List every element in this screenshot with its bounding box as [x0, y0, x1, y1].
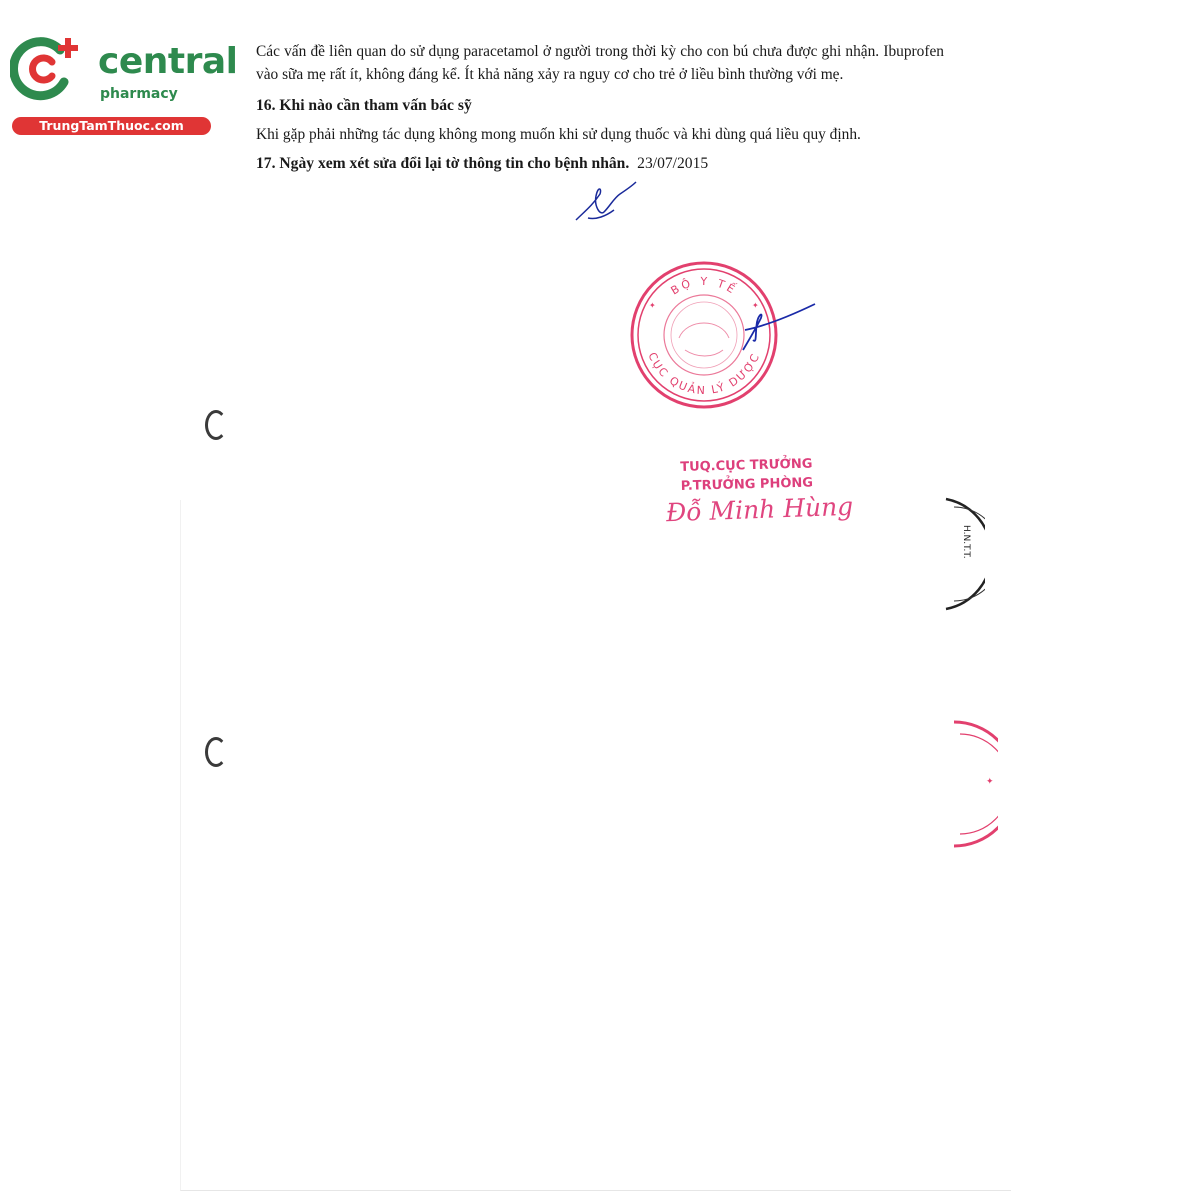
pharmacy-cross-icon: [10, 36, 90, 106]
stamp-bottom-text: CỤC QUẢN LÝ DƯỢC: [645, 350, 763, 398]
edge-stamp-partial: [940, 495, 985, 613]
blue-signature: [735, 300, 820, 360]
punch-hole-upper: [205, 410, 227, 440]
logo-tagline: pharmacy: [100, 86, 178, 102]
section-16-body: Khi gặp phải những tác dụng không mong muốn khi sử dụng thuốc và khi dùng quá liều quy định.: [256, 126, 861, 143]
punch-hole-lower: [205, 737, 227, 767]
signatory-line-1: TUQ.CỤC TRƯỞNG: [680, 456, 813, 475]
initials-signature: [570, 176, 640, 236]
document-body: [256, 40, 944, 175]
logo-url-badge[interactable]: TrungTamThuoc.com: [12, 117, 211, 135]
intro-paragraph: Các vấn đề liên quan do sử dụng paracetamol ở người trong thời kỳ cho con bú chưa được ghi nhận. Ibuprofen vào sữa mẹ rất ít, không đáng kể. Ít khả năng xảy ra nguy cơ cho trẻ ở liều bình thường với mẹ.: [256, 43, 944, 83]
stamp-top-text: BỘ Y TẾ: [668, 274, 740, 298]
svg-text:✦: ✦: [986, 776, 994, 786]
svg-text:✦: ✦: [649, 301, 656, 310]
edge-pink-stamp-partial: [948, 718, 998, 850]
svg-text:✦: ✦: [752, 301, 759, 310]
svg-text:BỘ Y TẾ: [669, 275, 740, 298]
signatory-line-2: P.TRƯỞNG PHÒNG: [680, 475, 814, 494]
signatory-name: Đỗ Minh Hùng: [665, 491, 854, 528]
section-16-title: 16. Khi nào cần tham vấn bác sỹ: [256, 97, 472, 114]
logo-wordmark: central: [98, 41, 238, 82]
signatory-titles: [680, 455, 813, 496]
section-17-line: [256, 152, 944, 175]
revision-date: 23/07/2015: [637, 155, 709, 172]
edge-stamp-text: H.N.T.T.: [961, 525, 971, 559]
page-edge: [180, 500, 1011, 1191]
central-pharmacy-logo[interactable]: [10, 36, 238, 136]
section-17-title: 17. Ngày xem xét sửa đổi lại tờ thông tin cho bệnh nhân.: [256, 155, 630, 172]
